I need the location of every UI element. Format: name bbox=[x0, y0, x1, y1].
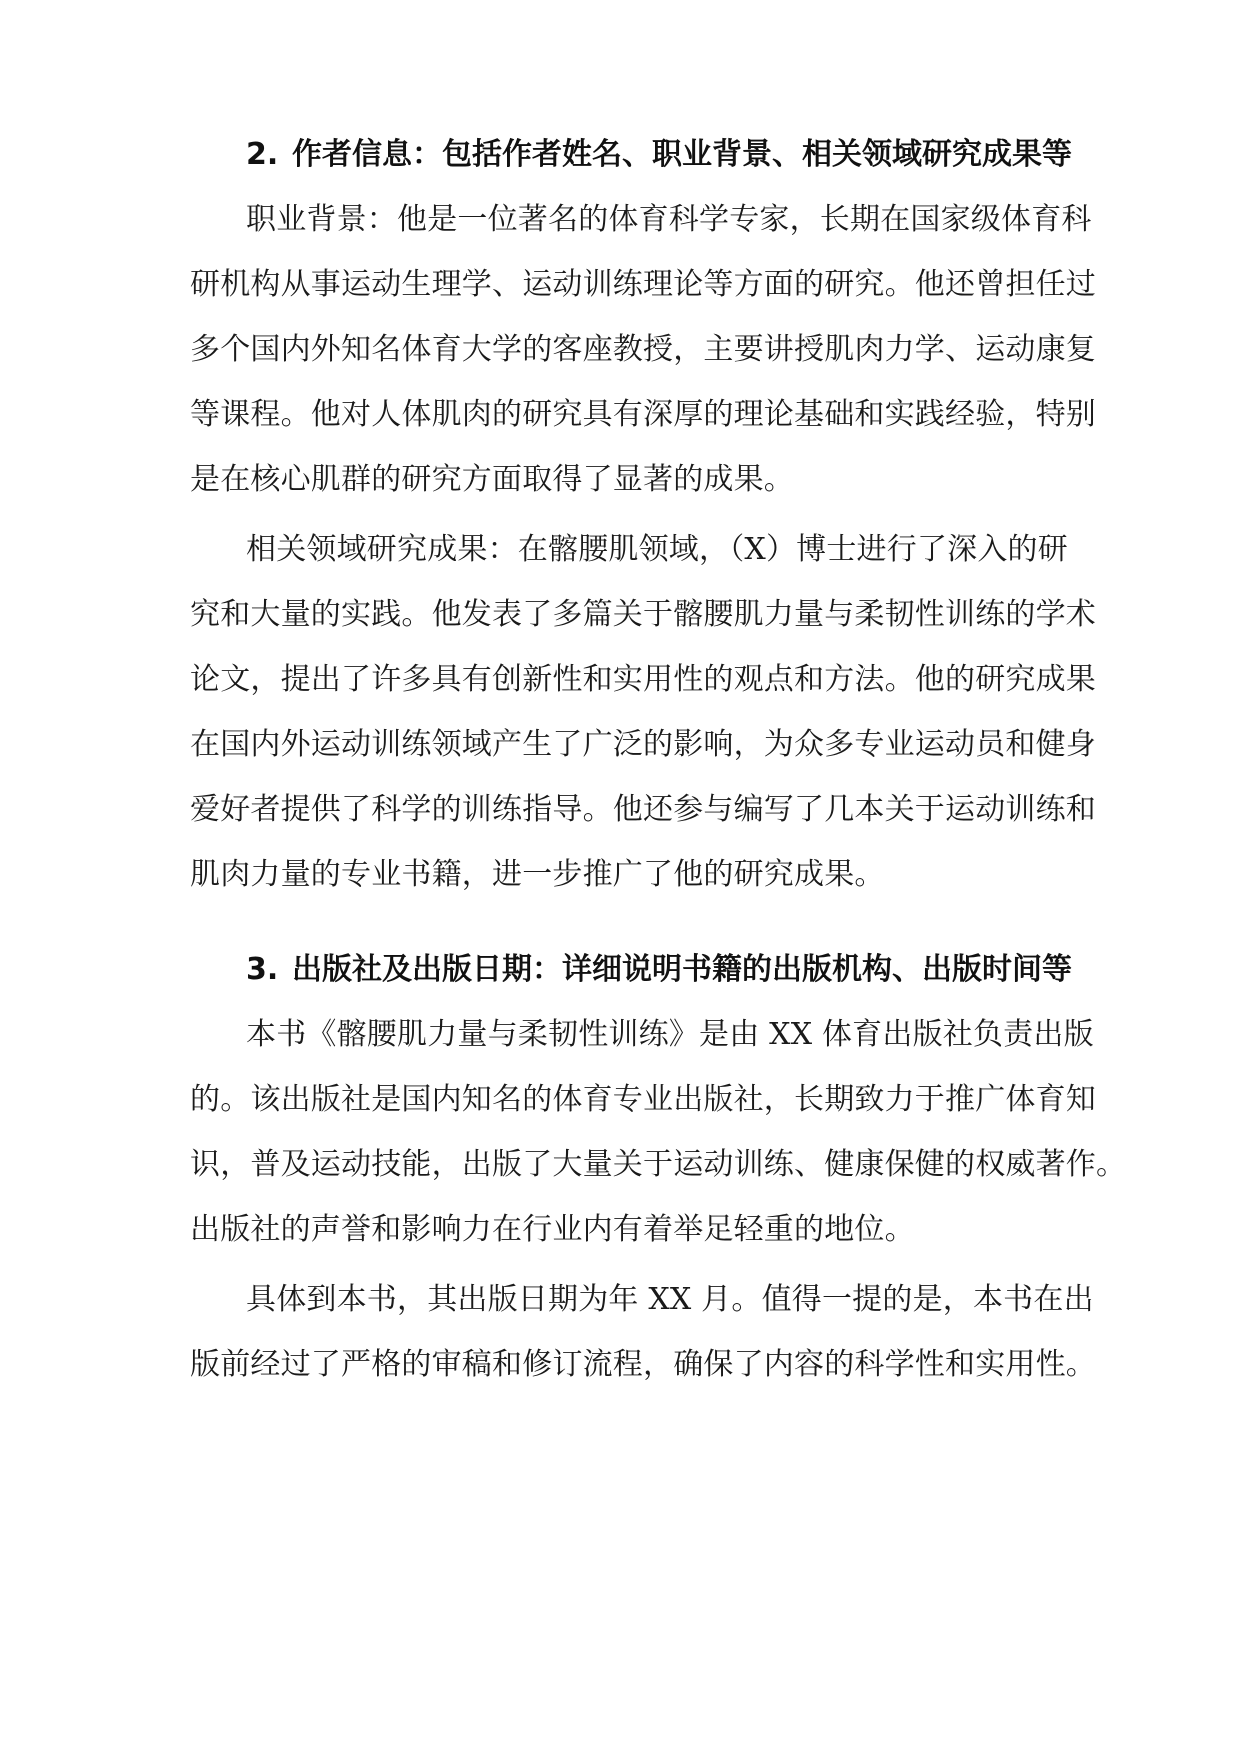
section-3-title: 出版社及出版日期：详细说明书籍的出版机构、出版时间等 bbox=[292, 952, 1072, 987]
paragraph-line: 是在核心肌群的研究方面取得了显著的成果。 bbox=[190, 462, 794, 497]
paragraph-line: 肌肉力量的专业书籍，进一步推广了他的研究成果。 bbox=[190, 857, 885, 892]
paragraph-line: 本书《髂腰肌力量与柔韧性训练》是由 XX 体育出版社负责出版 bbox=[246, 1017, 1094, 1052]
paragraph-line: 相关领域研究成果：在髂腰肌领域，（X）博士进行了深入的研 bbox=[246, 532, 1068, 567]
paragraph-line: 版前经过了严格的审稿和修订流程，确保了内容的科学性和实用性。 bbox=[190, 1347, 1096, 1382]
paragraph-line: 研机构从事运动生理学、运动训练理论等方面的研究。他还曾担任过 bbox=[190, 267, 1096, 302]
paragraph-line: 具体到本书，其出版日期为年 XX 月。值得一提的是，本书在出 bbox=[246, 1282, 1094, 1317]
section-2-title: 作者信息：包括作者姓名、职业背景、相关领域研究成果等 bbox=[292, 137, 1072, 172]
paragraph-line: 职业背景：他是一位著名的体育科学专家，长期在国家级体育科 bbox=[246, 202, 1092, 237]
paragraph-line: 究和大量的实践。他发表了多篇关于髂腰肌力量与柔韧性训练的学术 bbox=[190, 597, 1096, 632]
section-3-number: 3. bbox=[246, 952, 279, 987]
paragraph-line: 多个国内外知名体育大学的客座教授，主要讲授肌肉力学、运动康复 bbox=[190, 332, 1096, 367]
section-2-number: 2. bbox=[246, 137, 279, 172]
paragraph-line: 等课程。他对人体肌肉的研究具有深厚的理论基础和实践经验，特别 bbox=[190, 397, 1096, 432]
paragraph-line: 在国内外运动训练领域产生了广泛的影响，为众多专业运动员和健身 bbox=[190, 727, 1096, 762]
paragraph-line: 识，普及运动技能，出版了大量关于运动训练、健康保健的权威著作。 bbox=[190, 1147, 1127, 1182]
paragraph-line: 的。该出版社是国内知名的体育专业出版社，长期致力于推广体育知 bbox=[190, 1082, 1096, 1117]
section-3-heading bbox=[246, 950, 1076, 990]
paragraph-line: 爱好者提供了科学的训练指导。他还参与编写了几本关于运动训练和 bbox=[190, 792, 1096, 827]
paragraph-line: 论文，提出了许多具有创新性和实用性的观点和方法。他的研究成果 bbox=[190, 662, 1096, 697]
paragraph-line: 出版社的声誉和影响力在行业内有着举足轻重的地位。 bbox=[190, 1212, 915, 1247]
section-2-heading bbox=[246, 135, 1076, 175]
